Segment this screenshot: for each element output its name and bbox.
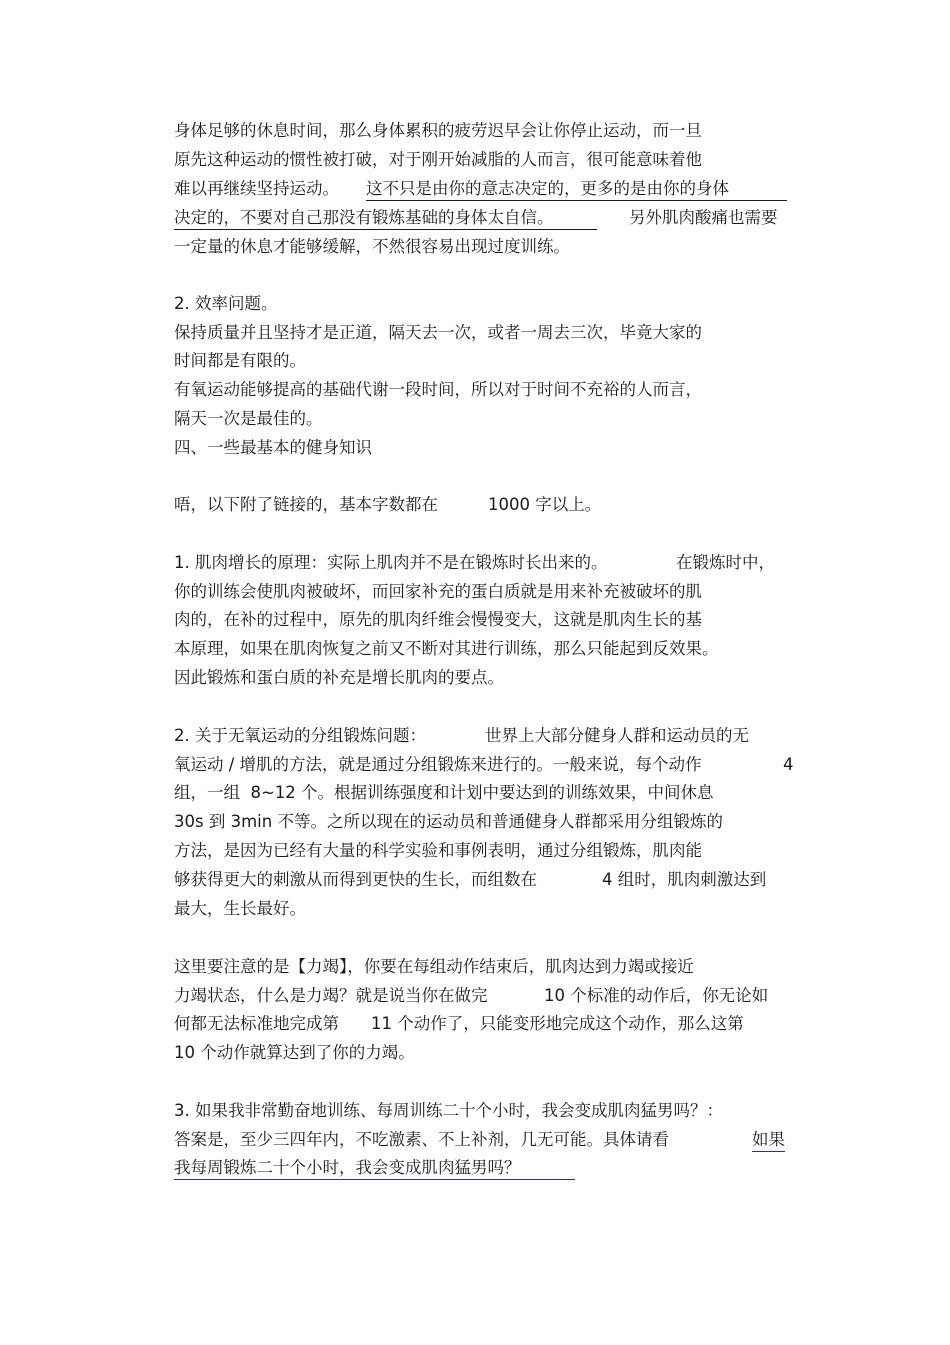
text-line: 你的训练会使肌肉被破坏，而回家补充的蛋白质就是用来补充被破坏的肌 [174,582,702,601]
text-line: 在锻炼时中， [676,553,775,572]
text-line: 答案是，至少三四年内，不吃激素、不上补剂，几无可能。具体请看 [174,1130,669,1149]
text-line: 30s 到 3min 不等。之所以现在的运动员和普通健身人群都采用分组锻炼的 [174,812,723,831]
text-line: 唔，以下附了链接的，基本字数都在 [174,495,438,514]
text-line: 10 个标准的动作后，你无论如 [544,986,769,1005]
section-heading: 2. 效率问题。 [174,294,278,313]
text-line: 组，一组 8~12 个。根据训练强度和计划中要达到的训练效果，中间休息 [174,783,714,802]
text-line: 有氧运动能够提高的基础代谢一段时间，所以对于时间不充裕的人而言， [174,380,702,399]
article-link-start[interactable]: 如果 [752,1129,785,1152]
text-line: 因此锻炼和蛋白质的补充是增长肌肉的要点。 [174,668,504,687]
text-line: 4 组时，肌肉刺激达到 [602,870,767,889]
text-line: 何都无法标准地完成第 [174,1014,339,1033]
text-line: 这里要注意的是【力竭】，你要在每组动作结束后，肌肉达到力竭或接近 [174,957,694,976]
text-line: 3. 如果我非常勤奋地训练、每周训练二十个小时，我会变成肌肉猛男吗？： [174,1101,723,1120]
text-line: 肉的，在补的过程中，原先的肌肉纤维会慢慢变大，这就是肌肉生长的基 [174,610,702,629]
text-line: 方法，是因为已经有大量的科学实验和事例表明，通过分组锻炼，肌肉能 [174,841,702,860]
text-line: 原先这种运动的惯性被打破，对于刚开始减脂的人而言，很可能意味着他 [174,150,702,169]
text-line: 隔天一次是最佳的。 [174,409,323,428]
text-line: 难以再继续坚持运动。 [174,179,339,198]
text-line: 时间都是有限的。 [174,351,306,370]
text-line: 1000 字以上。 [488,495,602,514]
text-line: 力竭状态，什么是力竭？就是说当你在做完 [174,986,488,1005]
text-line: 一定量的休息才能够缓解，不然很容易出现过度训练。 [174,237,570,256]
text-line: 2. 关于无氧运动的分组锻炼问题： [174,726,426,745]
text-line: 11 个动作了，只能变形地完成这个动作，那么这第 [371,1014,744,1033]
text-line: 氧运动 / 增肌的方法，就是通过分组锻炼来进行的。一般来说，每个动作 [174,755,702,774]
article-link[interactable]: 我每周锻炼二十个小时，我会变成肌肉猛男吗？ [174,1157,575,1180]
text-line: 本原理，如果在肌肉恢复之前又不断对其进行训练，那么只能起到反效果。 [174,639,719,658]
text-line: 够获得更大的刺激从而得到更快的生长，而组数在 [174,870,537,889]
underlined-text: 这不只是由你的意志决定的，更多的是由你的身体 [366,178,787,201]
underlined-text: 决定的，不要对自己那没有锻炼基础的身体太自信。 [174,207,597,230]
text-line: 4 [783,755,794,774]
text-line: 另外肌肉酸痛也需要 [629,208,778,227]
text-line: 世界上大部分健身人群和运动员的无 [485,726,749,745]
text-line: 最大，生长最好。 [174,899,306,918]
section-heading: 四、一些最基本的健身知识 [174,438,372,457]
text-line: 身体足够的休息时间，那么身体累积的疲劳迟早会让你停止运动，而一旦 [174,121,702,140]
text-line: 10 个动作就算达到了你的力竭。 [174,1043,415,1062]
text-line: 保持质量并且坚持才是正道，隔天去一次，或者一周去三次，毕竟大家的 [174,323,702,342]
text-line: 1. 肌肉增长的原理：实际上肌肉并不是在锻炼时长出来的。 [174,553,608,572]
